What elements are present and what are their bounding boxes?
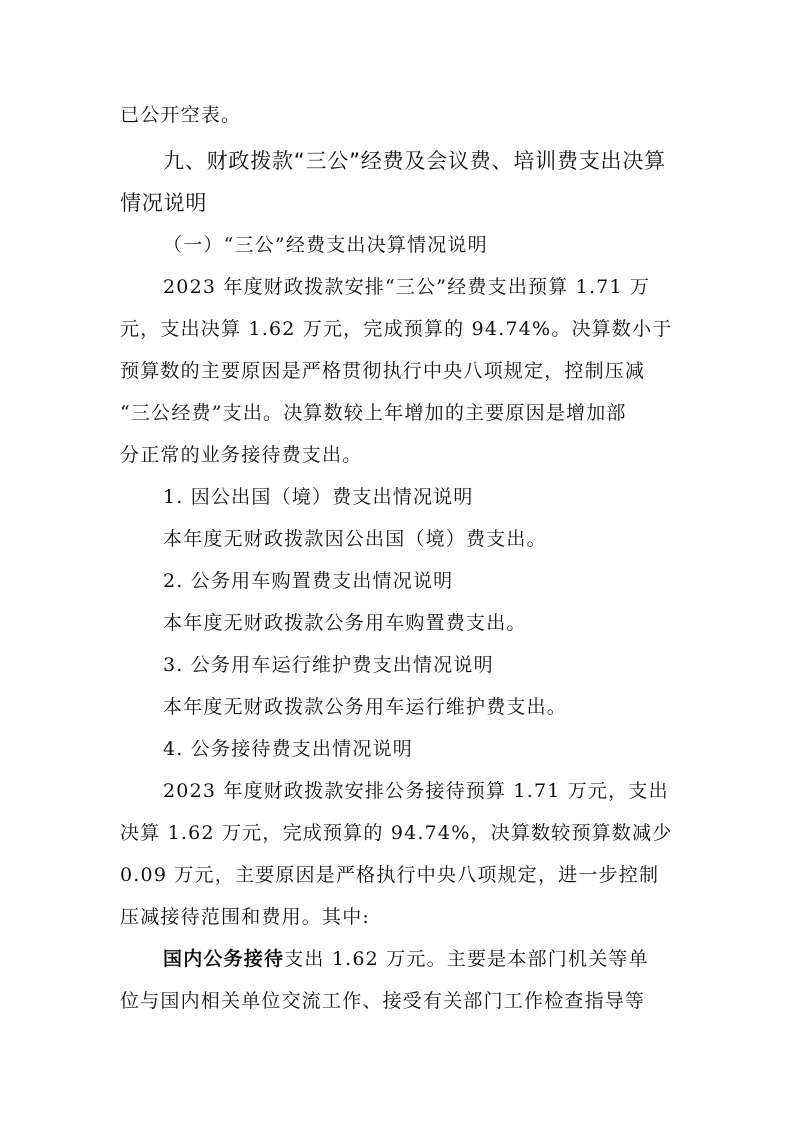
paragraph-line: 2023 年度财政拨款安排“三公”经费支出预算 1.71 万 — [163, 276, 651, 298]
paragraph-line: 已公开空表。 — [120, 104, 242, 126]
section-heading: 九、财政拨款“三公”经费及会议费、培训费支出决算 — [163, 149, 666, 173]
paragraph-line: 分正常的业务接待费支出。 — [120, 444, 363, 466]
item-heading: 2. 公务用车购置费支出情况说明 — [163, 570, 454, 592]
paragraph-line: 0.09 万元，主要原因是严格执行中央八项规定，进一步控制 — [120, 864, 660, 886]
item-heading: 4. 公务接待费支出情况说明 — [163, 738, 413, 760]
paragraph-line: 预算数的主要原因是严格贯彻执行中央八项规定，控制压减 — [120, 360, 646, 382]
paragraph-line: “三公经费”支出。决算数较上年增加的主要原因是增加部 — [120, 402, 627, 424]
paragraph-line: 位与国内相关单位交流工作、接受有关部门工作检查指导等 — [120, 990, 646, 1012]
paragraph-text: 支出 1.62 万元。主要是本部门机关等单 — [284, 948, 649, 970]
paragraph-line: 本年度无财政拨款公务用车运行维护费支出。 — [163, 696, 568, 718]
paragraph-line: 决算 1.62 万元，完成预算的 94.74%，决算数较预算数减少 — [120, 822, 673, 844]
item-heading: 1. 因公出国（境）费支出情况说明 — [163, 486, 474, 508]
paragraph-line: 2023 年度财政拨款安排公务接待预算 1.71 万元，支出 — [163, 780, 669, 802]
bold-term: 国内公务接待 — [163, 948, 285, 970]
subsection-heading: （一）“三公”经费支出决算情况说明 — [163, 234, 488, 256]
paragraph-line — [163, 944, 680, 974]
paragraph-line: 压减接待范围和费用。其中: — [120, 906, 371, 928]
paragraph-line: 本年度无财政拨款公务用车购置费支出。 — [163, 612, 527, 634]
paragraph-line: 元，支出决算 1.62 万元，完成预算的 94.74%。决算数小于 — [120, 318, 673, 340]
paragraph-line: 本年度无财政拨款因公出国（境）费支出。 — [163, 528, 547, 550]
section-heading-continued: 情况说明 — [120, 191, 208, 215]
item-heading: 3. 公务用车运行维护费支出情况说明 — [163, 654, 494, 676]
